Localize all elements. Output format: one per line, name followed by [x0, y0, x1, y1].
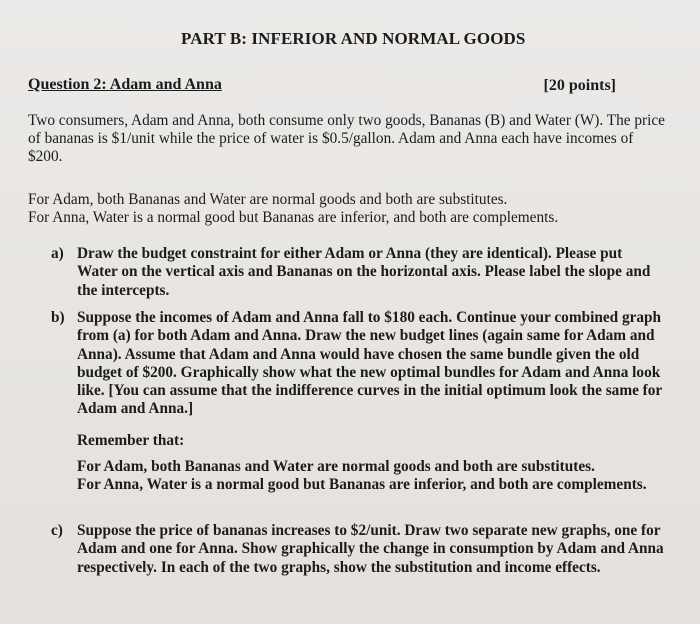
- remember-label: Remember that:: [77, 432, 185, 449]
- question-item-c: [51, 522, 666, 577]
- item-text: Suppose the price of bananas increases to $2/unit. Draw two separate new graphs, one for Adam and one for Anna. Show graphically the change in consumption by Adam and Anna respectively. In each of the two graphs, show the substitution and income effects.: [77, 522, 664, 576]
- item-label: a): [51, 245, 64, 262]
- question-points: [20 points]: [543, 77, 616, 94]
- remember-line-adam: For Adam, both Bananas and Water are normal goods and both are substitutes.: [77, 458, 595, 475]
- question-item-a: [51, 245, 666, 300]
- intro-paragraph: Two consumers, Adam and Anna, both consume only two goods, Bananas (B) and Water (W). The price of bananas is $1/unit while the price of water is $0.5/gallon. Adam and Anna each have incomes of $200.: [28, 112, 665, 165]
- remember-block: [77, 458, 677, 494]
- question-item-b: [51, 309, 666, 419]
- preference-anna: For Anna, Water is a normal good but Bananas are inferior, and both are complements.: [28, 209, 559, 226]
- remember-line-anna: For Anna, Water is a normal good but Bananas are inferior, and both are complements.: [77, 476, 647, 493]
- preferences-paragraph: [28, 191, 668, 227]
- item-label: b): [51, 309, 65, 326]
- page-title: PART B: INFERIOR AND NORMAL GOODS: [181, 29, 526, 48]
- preference-adam: For Adam, both Bananas and Water are normal goods and both are substitutes.: [28, 191, 508, 208]
- item-text: Draw the budget constraint for either Adam or Anna (they are identical). Please put Water on the vertical axis and Bananas on the horizontal axis. Please label the slope and the intercepts.: [77, 245, 651, 299]
- item-text: Suppose the incomes of Adam and Anna fall to $180 each. Continue your combined graph from (a) for both Adam and Anna. Draw the new budget lines (again same for Adam and Anna). Assume that Adam and Anna would have chosen the same bundle given the old budget of $200. Graphically show what the new optimal bundles for Adam and Anna look like. [You can assume that the indifference curves in the initial optimum look the same for Adam and Anna.]: [77, 309, 662, 418]
- item-label: c): [51, 522, 63, 539]
- question-heading: Question 2: Adam and Anna: [28, 76, 222, 93]
